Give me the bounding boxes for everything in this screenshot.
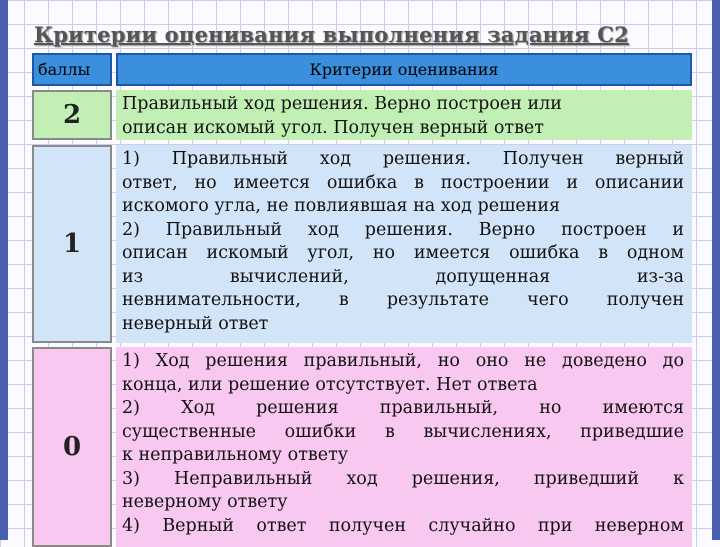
criteria-cell-1 bbox=[116, 145, 692, 343]
criteria-line: 2) Правильный ход решения. Верно построен и bbox=[122, 219, 684, 240]
header-score: баллы bbox=[32, 53, 112, 86]
criteria-cell-2 bbox=[116, 90, 692, 140]
criteria-line: описан искомый угол, но имеется ошибка в одном bbox=[122, 243, 684, 263]
score-cell-1: 1 bbox=[32, 145, 112, 343]
criteria-line: 2) Ход решения правильный, но имеются bbox=[122, 398, 684, 418]
criteria-line: описан искомый угол. Получен верный ответ bbox=[122, 117, 544, 138]
criteria-line: существенные ошибки в вычислениях, приведшие bbox=[122, 421, 684, 442]
criteria-line: искомого угла, не повлиявшая на ход решения bbox=[122, 196, 561, 216]
slide-title: Критерии оценивания выполнения задания С2 bbox=[34, 22, 629, 47]
criteria-line: ответ, но имеется ошибка в построении и описании bbox=[122, 172, 684, 193]
criteria-line: 4) Верный ответ получен случайно при неверном bbox=[122, 515, 684, 536]
criteria-line: 1) Ход решения правильный, но оно не доведено до bbox=[122, 351, 684, 371]
criteria-line: Правильный ход решения. Верно построен или bbox=[122, 94, 562, 114]
criteria-line: 3) Неправильный ход решения, приведший к bbox=[122, 468, 684, 489]
criteria-line: 1) Правильный ход решения. Получен верный bbox=[122, 149, 684, 169]
score-cell-2: 2 bbox=[32, 90, 112, 140]
criteria-cell-0 bbox=[116, 347, 692, 547]
criteria-line: неверный ответ bbox=[122, 313, 269, 334]
right-border bbox=[712, 0, 720, 540]
criteria-line: конца, или решение отсутствует. Нет ответа bbox=[122, 374, 538, 395]
header-criteria: Критерии оценивания bbox=[116, 53, 692, 86]
score-cell-0: 0 bbox=[32, 347, 112, 547]
criteria-line: из вычислений, допущенная из-за bbox=[122, 266, 684, 287]
left-border bbox=[0, 0, 8, 540]
criteria-line: к неправильному ответу bbox=[122, 445, 349, 465]
criteria-line: невнимательности, в результате чего получен bbox=[122, 290, 684, 310]
criteria-line: неверному ответу bbox=[122, 492, 288, 512]
